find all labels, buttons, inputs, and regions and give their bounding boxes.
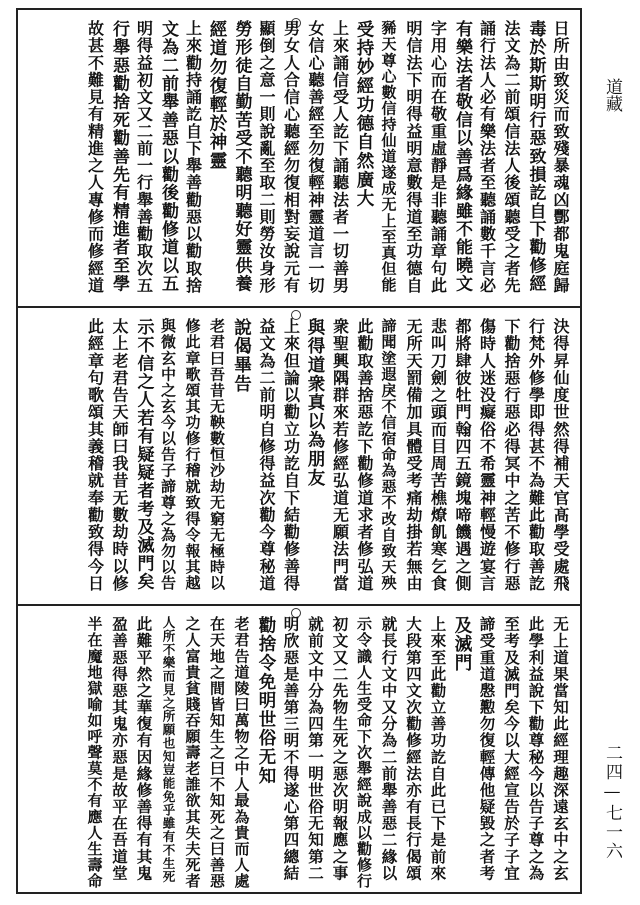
text-column: 下勸捨惡行惡必得冥中之苦不修行惡 — [502, 318, 521, 592]
text-column: 誦行法人必有樂法者至聽誦數千言必 — [477, 20, 497, 294]
text-column: 上來但論以勸立功訖自下結勸修善得 — [281, 318, 301, 592]
text-column: 悲叫刀劍之頭而目周苦樵燎飢寒乞食 — [428, 318, 448, 592]
text-column: 此勸取善捨惡訖下勸修道求者修弘道 — [355, 318, 374, 592]
text-column: 此經章句歌頌其義稽就奉勸致得今日 — [85, 318, 105, 592]
text-column: 此學利益說下勸尊秘今以告子尊之為 — [526, 616, 546, 882]
text-column: 經道勿復輕於神靈 — [207, 20, 227, 171]
text-column: 明得益初文又二前一行舉善勸取次五 — [134, 20, 154, 294]
text-column: 日所由致災而致殘暴魂凶酆都鬼庭歸 — [551, 20, 570, 294]
text-column: 大段第四文次勸修經法亦有長行偈頌 — [404, 616, 423, 882]
text-columns — [82, 318, 572, 597]
text-columns — [82, 20, 572, 299]
text-column: 上來誦信受人訖下誦聽法者一切善男 — [330, 20, 350, 294]
text-column: 男女人合信心聽經勿復相對妄說元有 — [281, 20, 301, 294]
text-column: 顯倒之意一則說亂至取二則勞汝身形 — [257, 20, 276, 294]
text-column: 至考及滅門矣今以大經宣告於子子宜 — [502, 616, 521, 882]
text-column: 都將肆彼牡門翰四五鏡塊啼饑遇之側 — [453, 318, 472, 592]
text-column: 在天地之間皆知生之曰不知死之曰善惡 — [208, 616, 226, 889]
text-column: 行梵外修學即得甚不為難此勸取善訖 — [526, 318, 546, 592]
text-column: 決得昇仙度世然得補天官髙學受處飛 — [551, 318, 570, 592]
text-column: 豨天尊心數信持仙道遂成无上至真但能 — [379, 20, 398, 293]
text-column: 故甚不難見有精進之人專修而修經道 — [85, 20, 105, 294]
text-column: 明欣惡是善第三明不得遂心第四總結 — [281, 616, 301, 882]
text-column: 上來至此勸立善功訖自此已下是前來 — [428, 616, 448, 882]
text-column: 无所天罰備加具體受考痛劫掛若無由 — [404, 318, 423, 592]
text-columns — [82, 616, 572, 888]
text-column: 修此章歌頌其功修行稽就致得令報其越 — [183, 318, 202, 591]
collection-label: 道藏 — [602, 78, 622, 112]
text-column: 及滅門 — [452, 616, 472, 673]
text-column: 无上道果當知此經理趣深遠玄中之玄 — [551, 616, 570, 882]
text-column: 說偈畢告 — [231, 318, 252, 394]
text-column: 示不信之人若有疑疑者考及滅門矣 — [133, 318, 154, 591]
panel-lower — [18, 606, 580, 894]
text-column: 毒於斯斯明行惡致損訖自下勸修經 — [525, 20, 546, 293]
text-column: 人所不樂而見之所願也知豈能免乎雖有不生死 — [161, 616, 176, 884]
page-number: 二四—七一六 — [602, 744, 622, 861]
text-column: 衆聖興隅群來若修經弘道无願法門當 — [330, 318, 350, 592]
text-column: 與微玄中之玄今以告子諦尊之為勿以告 — [159, 318, 177, 591]
text-column: 上來勸持誦訖自下舉善勸惡以勸取捨 — [183, 20, 203, 294]
text-column: 老君告道陵曰萬物之中人最為貴而人處 — [232, 616, 251, 889]
text-column: 太上老君告天師曰我昔无數劫時以修 — [110, 318, 129, 592]
text-column: 老君曰吾昔无鞅數恒沙劫无窮无極時以 — [208, 318, 226, 591]
text-column: 諦受重道慇懃勿復輕傳他疑毀之者考 — [477, 616, 497, 882]
text-column: 與得道衆真以為朋友 — [305, 318, 325, 488]
text-column: 受持妙經功德自然廣大 — [354, 20, 374, 208]
text-column: 傷時人迷没癡俗不希靈神輕慢遊宴言 — [477, 318, 497, 592]
text-column: 女信心聽善經至勿復輕神靈道言一切 — [306, 20, 325, 294]
panel-middle — [18, 308, 580, 603]
text-column: 法文為二前頌信法人後頌聽受之者先 — [502, 20, 521, 294]
text-column: 半在魔地獄喻如呼聲莫不有應人生壽命 — [85, 616, 104, 889]
text-column: 之人富貴貧賤吞願壽老誰欲其失夫死者 — [183, 616, 202, 889]
text-column: 示令識人生受命下次舉經說成以勸修行 — [355, 616, 373, 889]
text-column: 就長行文中又分為二前舉善惡二緣以 — [379, 616, 399, 882]
text-column: 字用心而在敬重虛靜是非聽誦章句此 — [428, 20, 448, 294]
text-column: 明信法下明得益明意數得道至功德自 — [404, 20, 423, 294]
text-column: 初文又二先物生死之惡次明報應之事 — [330, 616, 350, 882]
text-column: 文為二前舉善惡以勸後勸修道以五 — [158, 20, 178, 293]
panel-upper — [18, 10, 580, 305]
text-column: 勞形徒自勤苦受不聽明聽好靈供養 — [231, 20, 252, 293]
text-column: 勸捨令免明世俗无知 — [256, 616, 276, 786]
text-column: 此難平然之華復有因緣修善得有其鬼 — [134, 616, 154, 882]
text-column: 就前文中分為四第一明世俗无知第二 — [306, 616, 325, 882]
text-column: 益文為二前明自修得益次勸今尊秘道 — [257, 318, 276, 592]
text-column: 盈善惡得惡其鬼亦惡是故平在吾道堂 — [110, 616, 129, 882]
scripture-page-frame — [16, 8, 582, 894]
text-column: 有樂法者敬信以善爲緣雖不能曉文 — [452, 20, 472, 293]
text-column: 諦聞塗遐戾不信宿命為惡不改自致天殃 — [379, 318, 398, 591]
text-column: 行舉惡勸捨死勸善先有精進者至學 — [109, 20, 129, 293]
